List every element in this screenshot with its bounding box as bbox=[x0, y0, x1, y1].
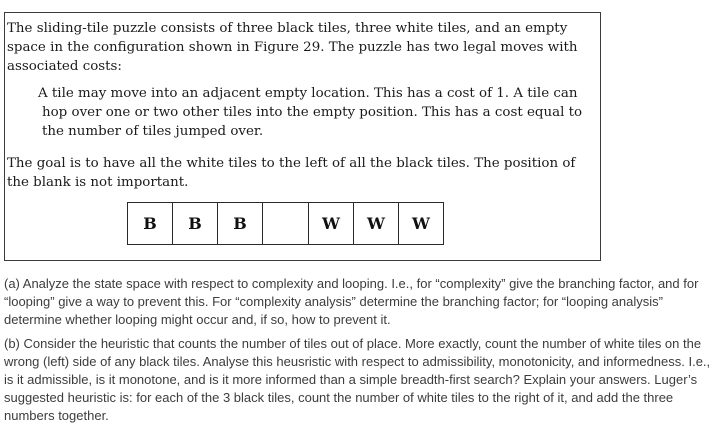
tile-2: B bbox=[173, 203, 218, 244]
tile-5: W bbox=[309, 203, 354, 244]
question-a: (a) Analyze the state space with respect to complexity and looping. I.e., for “complexity” give the branching factor, and for “looping” give a way to prevent this. For “complexity analysis” determine the branching factor; for “looping analysis” determine whether looping might occur and, if so, how to prevent it. bbox=[4, 276, 699, 327]
tile-configuration bbox=[127, 202, 444, 245]
legal-moves-description: A tile may move into an adjacent empty location. This has a cost of 1. A tile can hop over one or two other tiles into the empty position. This has a cost equal to the number of tiles jumped over. bbox=[38, 86, 583, 139]
goal-description: The goal is to have all the white tiles to the left of all the black tiles. The position of the blank is not important. bbox=[7, 156, 576, 190]
puzzle-description: The sliding-tile puzzle consists of three black tiles, three white tiles, and an empty space in the configuration shown in Figure 29. The puzzle has two legal moves with associated costs: bbox=[7, 21, 578, 74]
tile-7: W bbox=[399, 203, 444, 244]
tile-3: B bbox=[218, 203, 263, 244]
assignment-questions bbox=[4, 275, 720, 431]
empty-tile bbox=[263, 203, 309, 244]
tile-1: B bbox=[128, 203, 173, 244]
question-b: (b) Consider the heuristic that counts the number of tiles out of place. More exactly, count the number of white tiles on the wrong (left) side of any black tiles. Analyse this heusristic with respect to admissibility, monotonicity, and informedness. I.e., is it admissible, is it monotone, and is it more informed than a simple breadth-first search? Explain your answers. Luger’s suggested heuristic is: for each of the 3 black tiles, count the number of white tiles to the right of it, and add the three numbers together. bbox=[4, 336, 711, 423]
tile-6: W bbox=[354, 203, 399, 244]
textbook-excerpt bbox=[4, 12, 601, 261]
